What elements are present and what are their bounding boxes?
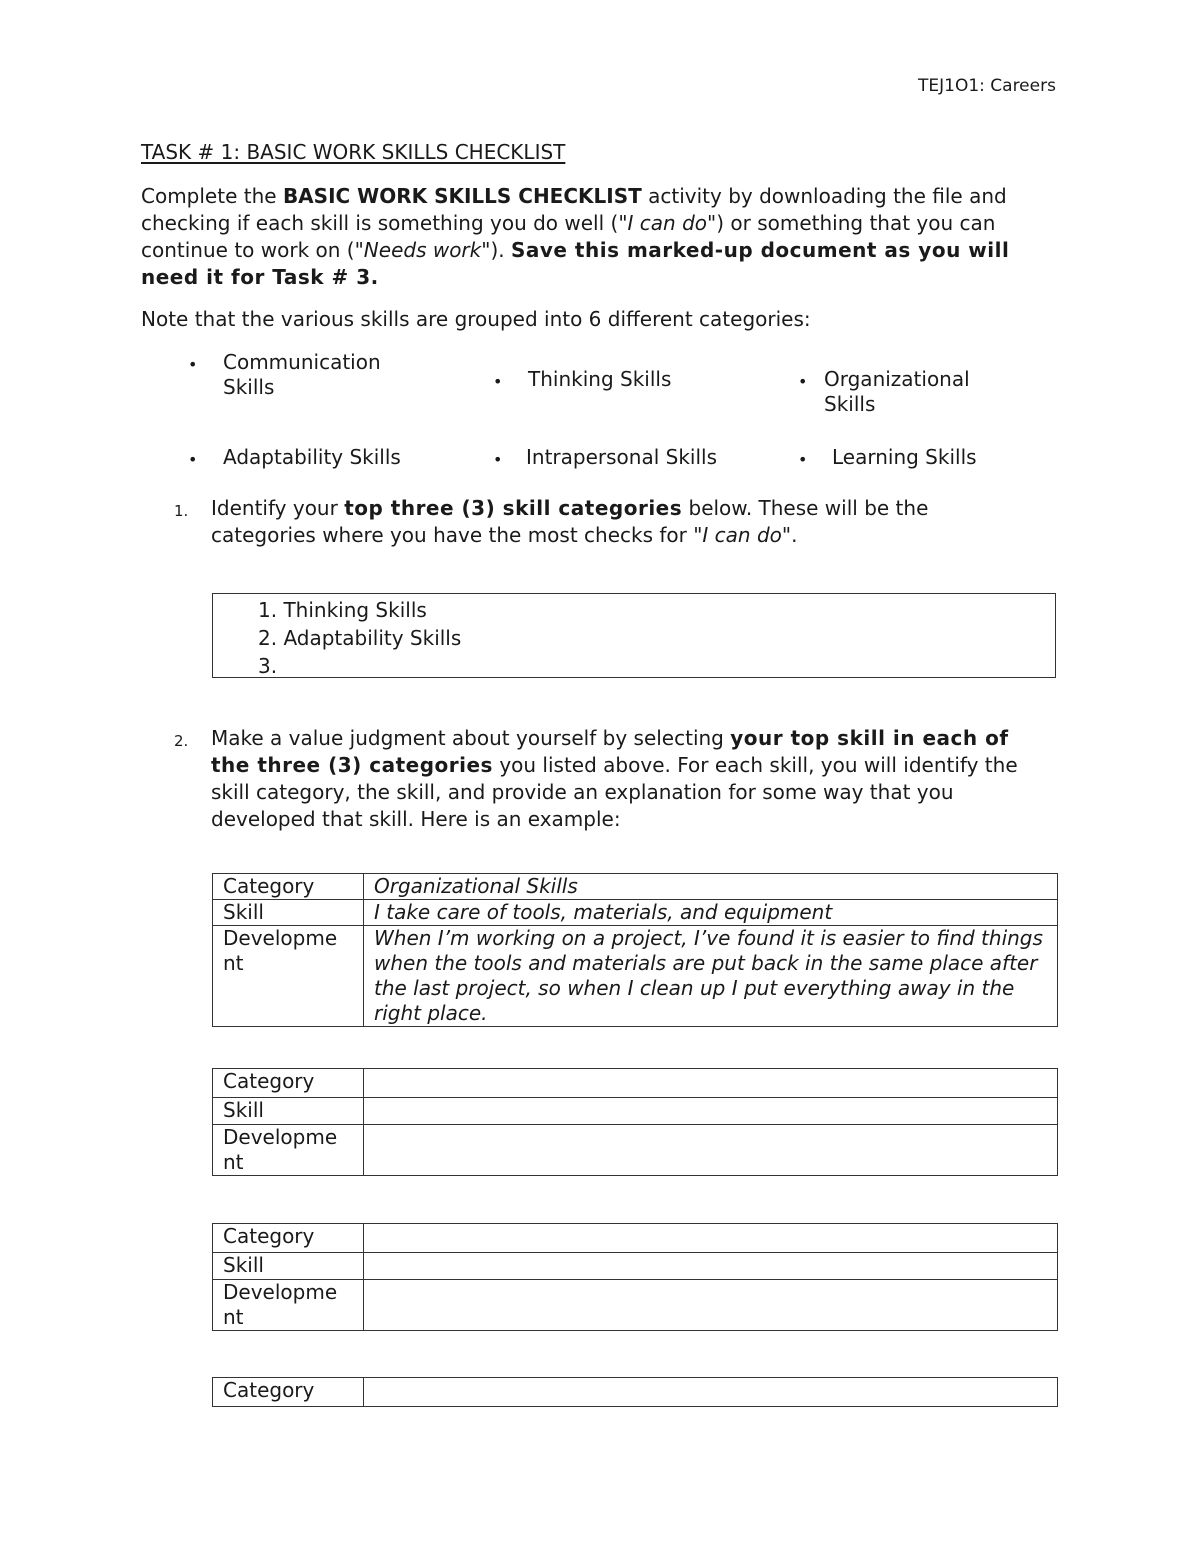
table-row	[213, 1253, 1058, 1280]
category-bullet	[493, 445, 786, 470]
category-bullet	[188, 445, 483, 470]
bullet-icon: •	[188, 355, 198, 374]
category-item: Learning Skills	[832, 445, 977, 469]
category-cell[interactable]	[364, 1069, 1058, 1098]
bullet-icon: •	[493, 450, 503, 469]
category-bullet	[188, 350, 423, 400]
label-category: Category	[213, 1378, 364, 1407]
answer-box[interactable]	[212, 593, 1056, 678]
label-skill: Skill	[213, 1253, 364, 1280]
label-development: Developme nt	[213, 1280, 364, 1331]
label-development: Developme nt	[213, 926, 364, 1027]
skill-table-1	[212, 1068, 1058, 1176]
table-row	[213, 874, 1058, 900]
table-row	[213, 900, 1058, 926]
category-item: Organizational Skills	[824, 367, 970, 416]
answer-line[interactable]: 1. Thinking Skills	[258, 598, 427, 622]
question-number: 1.	[174, 502, 189, 520]
question-2	[174, 725, 1041, 833]
label-category: Category	[213, 1224, 364, 1253]
category-cell[interactable]	[364, 1224, 1058, 1253]
bullet-icon: •	[798, 372, 808, 391]
question-text: Identify your top three (3) skill categories below. These will be the categories where you have the most checks for "I can do".	[211, 496, 929, 547]
answer-line[interactable]: 3.	[258, 654, 278, 678]
page-header: TEJ1O1: Careers	[918, 76, 1056, 96]
category-bullet	[493, 367, 748, 392]
category-bullet	[798, 367, 994, 417]
skill-table-3	[212, 1377, 1058, 1407]
category-item: Intrapersonal Skills	[526, 445, 717, 469]
intro-paragraph: Complete the BASIC WORK SKILLS CHECKLIST activity by downloading the file and checking if each skill is something you do well ("I can do") or something that you can continue to work on ("Needs work"). Save this marked-up document as you will need it for Task # 3.	[141, 184, 1010, 289]
label-category: Category	[213, 1069, 364, 1098]
category-cell[interactable]	[364, 1378, 1058, 1407]
bullet-icon: •	[188, 450, 198, 469]
label-category: Category	[213, 874, 364, 900]
table-row	[213, 1280, 1058, 1331]
table-row	[213, 1378, 1058, 1407]
categories-note: Note that the various skills are grouped into 6 different categories:	[141, 307, 811, 331]
category-item: Adaptability Skills	[223, 445, 401, 469]
question-1	[174, 495, 941, 549]
skill-cell[interactable]	[364, 1253, 1058, 1280]
question-text: Make a value judgment about yourself by selecting your top skill in each of the three (3) categories you listed above. For each skill, you will identify the skill category, the skill, and provide an explanation for some way that you developed that skill. Here is an example:	[211, 726, 1018, 831]
category-item: Thinking Skills	[528, 367, 672, 391]
answer-line[interactable]: 2. Adaptability Skills	[258, 626, 462, 650]
table-row	[213, 1098, 1058, 1125]
question-number: 2.	[174, 732, 189, 750]
page-title: TASK # 1: BASIC WORK SKILLS CHECKLIST	[141, 140, 566, 164]
label-development: Developme nt	[213, 1125, 364, 1176]
table-row	[213, 1224, 1058, 1253]
label-skill: Skill	[213, 900, 364, 926]
example-table	[212, 873, 1058, 1027]
bullet-icon: •	[798, 450, 808, 469]
development-cell[interactable]	[364, 1125, 1058, 1176]
table-row	[213, 926, 1058, 1027]
category-bullet	[798, 445, 1032, 470]
development-cell[interactable]	[364, 1280, 1058, 1331]
example-development: When I’m working on a project, I’ve found it is easier to find things when the tools and materials are put back in the same place after the last project, so when I clean up I put everything away in the right place.	[364, 926, 1058, 1027]
skill-table-2	[212, 1223, 1058, 1331]
label-skill: Skill	[213, 1098, 364, 1125]
table-row	[213, 1069, 1058, 1098]
category-item: Communication Skills	[223, 350, 381, 399]
example-skill: I take care of tools, materials, and equipment	[364, 900, 1058, 926]
bullet-icon: •	[493, 372, 503, 391]
example-category: Organizational Skills	[364, 874, 1058, 900]
table-row	[213, 1125, 1058, 1176]
skill-cell[interactable]	[364, 1098, 1058, 1125]
